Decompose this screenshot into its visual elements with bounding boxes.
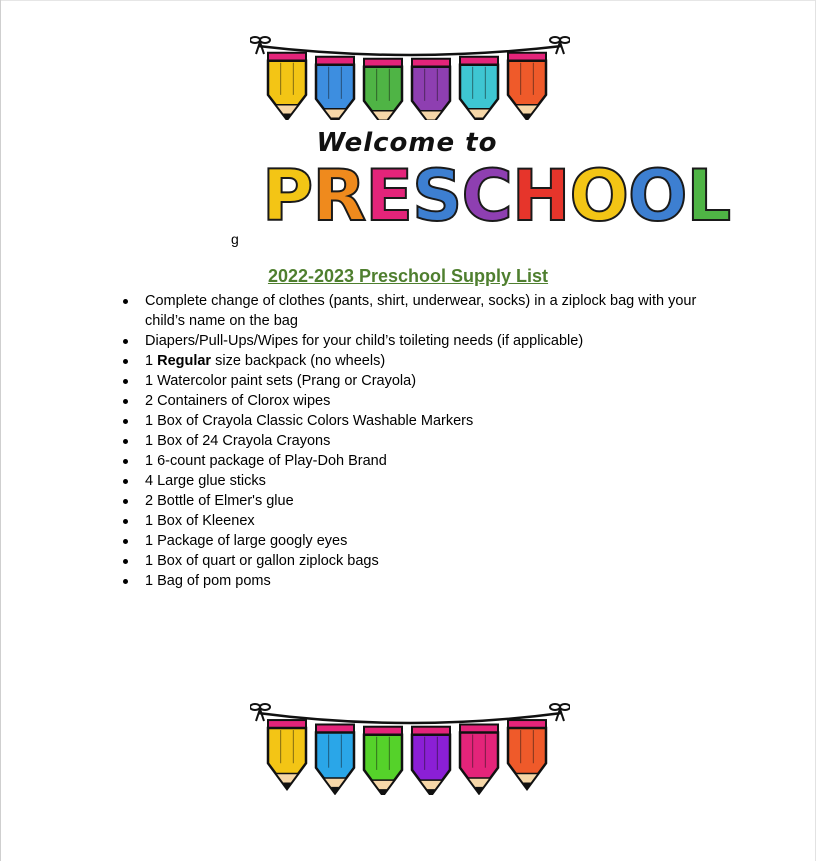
- pencil-pennant-icon: [460, 725, 498, 794]
- page-edge-top: [0, 0, 816, 1]
- list-item: [123, 551, 723, 571]
- preschool-letter: O: [627, 155, 687, 237]
- list-item: [123, 351, 723, 371]
- welcome-text: Welcome to: [316, 128, 498, 158]
- bullet-icon: [123, 479, 128, 484]
- list-item-text: 1 Box of Crayola Classic Colors Washable Markers: [145, 413, 474, 429]
- list-item-text: 1 Watercolor paint sets (Prang or Crayola): [145, 373, 417, 389]
- pencil-banner-top-image: [250, 30, 570, 120]
- bullet-icon: [123, 399, 128, 404]
- page-edge-left: [0, 0, 1, 861]
- bullet-icon: [123, 299, 128, 304]
- preschool-letter: H: [511, 155, 570, 237]
- list-item: [123, 511, 723, 531]
- supply-list: [123, 291, 723, 591]
- list-item: [123, 571, 723, 591]
- preschool-logo-text: [262, 155, 731, 237]
- stray-letter: g: [231, 231, 239, 247]
- bullet-icon: [123, 459, 128, 464]
- preschool-letter: P: [262, 155, 313, 237]
- pencil-pennant-icon: [412, 727, 450, 795]
- list-item-text: Diapers/Pull-Ups/Wipes for your child’s toileting needs (if applicable): [145, 333, 584, 349]
- list-item-text: 1 Box of quart or gallon ziplock bags: [145, 553, 379, 569]
- list-item-text: 1 Package of large googly eyes: [145, 533, 348, 549]
- bullet-icon: [123, 379, 128, 384]
- list-item-text: 1: [145, 353, 158, 369]
- list-item-text: 4 Large glue sticks: [145, 473, 266, 489]
- list-item: [123, 331, 723, 351]
- list-item: [123, 371, 723, 391]
- list-item: [123, 451, 723, 471]
- bullet-icon: [123, 559, 128, 564]
- list-item-text: 1 Box of Kleenex: [145, 513, 255, 529]
- preschool-letter: O: [569, 155, 628, 237]
- list-item-text: size backpack (no wheels): [211, 353, 386, 369]
- pencil-pennant-icon: [508, 720, 546, 789]
- bullet-icon: [123, 339, 128, 344]
- bullet-icon: [123, 359, 128, 364]
- bullet-icon: [123, 419, 128, 424]
- pencil-pennant-icon: [316, 57, 354, 120]
- supply-list-title: 2022-2023 Preschool Supply List: [267, 266, 549, 286]
- list-item-text: Regular: [157, 353, 212, 369]
- list-item: [123, 431, 723, 451]
- list-item-text: 2 Containers of Clorox wipes: [145, 393, 331, 409]
- pencil-pennant-icon: [412, 59, 450, 120]
- pencil-pennant-icon: [316, 725, 354, 794]
- preschool-letter: C: [461, 155, 512, 237]
- preschool-letter: L: [686, 155, 731, 237]
- bullet-icon: [123, 519, 128, 524]
- list-item: [123, 471, 723, 491]
- list-item: [123, 531, 723, 551]
- bullet-icon: [123, 499, 128, 504]
- preschool-letter: R: [312, 155, 366, 237]
- pencil-pennant-icon: [364, 727, 402, 795]
- list-item: [123, 411, 723, 431]
- preschool-letter: E: [365, 155, 413, 237]
- list-item-text: 1 Box of 24 Crayola Crayons: [145, 433, 331, 449]
- list-item: [123, 491, 723, 511]
- bullet-icon: [123, 579, 128, 584]
- pencil-pennant-icon: [364, 59, 402, 120]
- preschool-letter: S: [412, 155, 462, 237]
- pencil-pennant-icon: [508, 53, 546, 120]
- pencil-pennant-icon: [268, 720, 306, 789]
- bullet-icon: [123, 539, 128, 544]
- list-item-text: 1 Bag of pom poms: [145, 573, 271, 589]
- pencil-pennant-icon: [268, 53, 306, 120]
- pencil-banner-bottom-image: [250, 695, 570, 795]
- bullet-icon: [123, 439, 128, 444]
- pencil-pennant-icon: [460, 57, 498, 120]
- list-item-text: 2 Bottle of Elmer's glue: [145, 493, 294, 509]
- list-item: [123, 291, 723, 331]
- list-item-text: Complete change of clothes (pants, shirt, underwear, socks) in a ziplock bag with your child’s name on the bag: [145, 293, 697, 329]
- list-item: [123, 391, 723, 411]
- list-item-text: 1 6-count package of Play-Doh Brand: [145, 453, 387, 469]
